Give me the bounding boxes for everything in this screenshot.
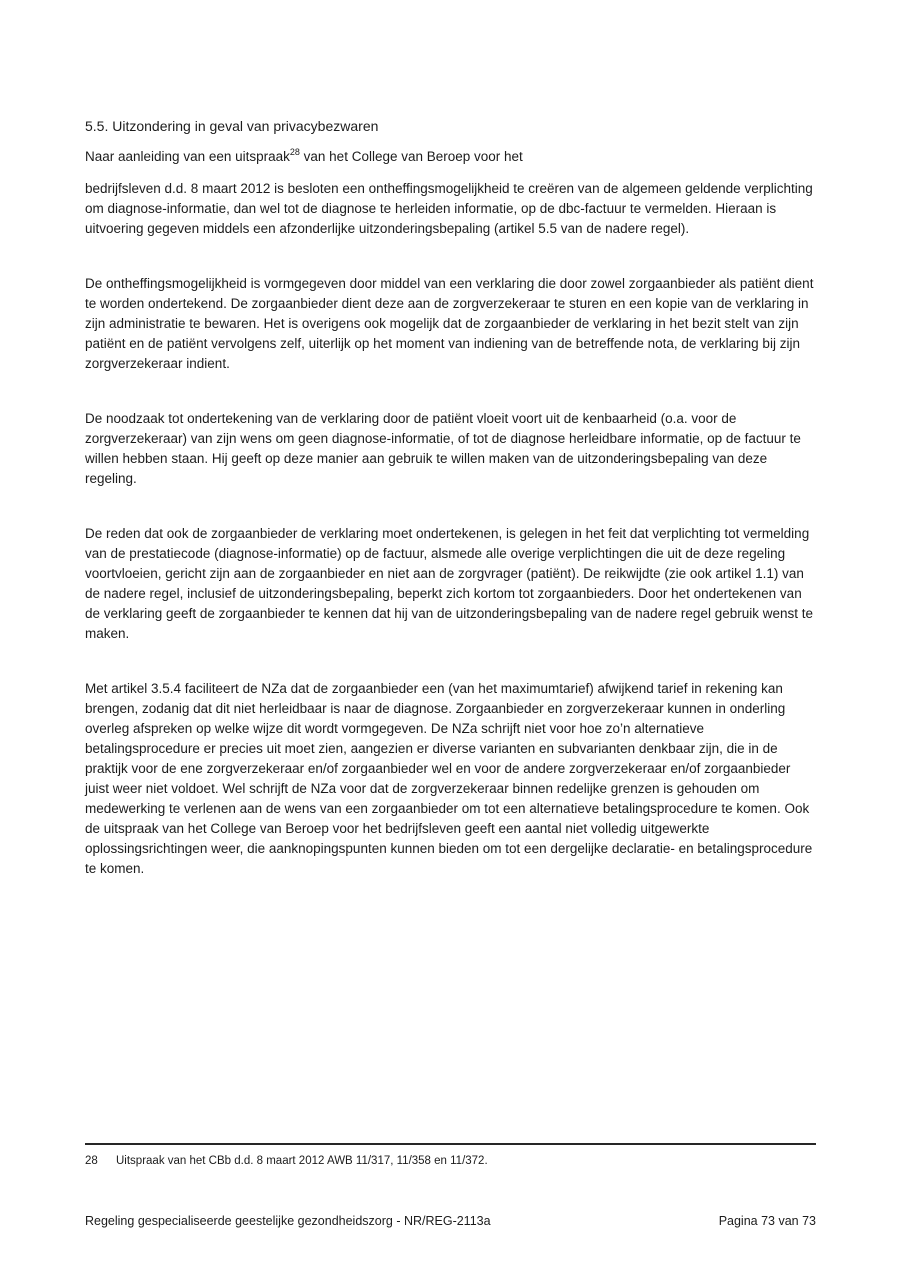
footer-page-number: Pagina 73 van 73 [718,1214,816,1228]
intro-text-before-footnote-ref: Naar aanleiding van een uitspraak [85,149,290,164]
paragraph: Met artikel 3.5.4 faciliteert de NZa dat de zorgaanbieder een (van het maximumtarief) afwijkend tarief in rekening kan brengen, zodanig dat dit niet herleidbaar is naar de diagnose. Zorgaanbieder en zorgverzekeraar kunnen in onderling overleg afspreken op welke wijze dit wordt vormgegeven. De NZa schrijft niet voor hoe zo’n alternatieve betalingsprocedure er precies uit moet zien, aangezien er diverse varianten en subvarianten denkbaar zijn, die in de praktijk voor de ene zorgverzekeraar en/of zorgaanbieder wel en voor de andere zorgverzekeraar en/of zorgaanbieder juist weer niet voldoet. Wel schrijft de NZa voor dat de zorgverzekeraar binnen redelijke grenzen is gehouden om medewerking te verlenen aan de wens van een zorgaanbieder om tot een alternatieve betalingsprocedure te komen. Ook de uitspraak van het College van Beroep voor het bedrijfsleven geeft een aantal niet volledig uitgewerkte oplossingsrichtingen weer, die aanknopingspunten kunnen bieden om tot een dergelijke declaratie- en betalingsprocedure te komen. [85,681,813,876]
footnote-divider [85,1143,816,1145]
paragraph: bedrijfsleven d.d. 8 maart 2012 is besloten een ontheffingsmogelijkheid te creëren van de algemeen geldende verplichting om diagnose-informatie, dan wel tot de diagnose te herleiden informatie, op de dbc-factuur te vermelden. Hieraan is uitvoering gegeven middels een afzonderlijke uitzonderingsbepaling (artikel 5.5 van de nadere regel). [85,181,813,236]
paragraph [85,147,816,167]
paragraph: De ontheffingsmogelijkheid is vormgegeven door middel van een verklaring die door zowel zorgaanbieder als patiënt dient te worden ondertekend. De zorgaanbieder dient deze aan de zorgverzekeraar te sturen en een kopie van de verklaring in zijn administratie te bewaren. Het is overigens ook mogelijk dat de zorgaanbieder de verklaring in het bezit stelt van zijn patiënt en de patiënt vervolgens zelf, uiterlijk op het moment van indiening van de betreffende nota, de verklaring bij zijn zorgverzekeraar indient. [85,276,814,371]
footnote-text: Uitspraak van het CBb d.d. 8 maart 2012 AWB 11/317, 11/358 en 11/372. [116,1155,488,1167]
intro-text-after-footnote-ref: van het College van Beroep voor het [299,149,523,164]
paragraph: De noodzaak tot ondertekening van de verklaring door de patiënt vloeit voort uit de kenbaarheid (o.a. voor de zorgverzekeraar) van zijn wens om geen diagnose-informatie, of tot de diagnose herleidbare informatie, op de factuur te willen hebben staan. Hij geeft op deze manier aan gebruik te willen maken van de uitzonderingsbepaling van deze regeling. [85,411,801,486]
document-body [85,116,816,914]
page-footer [85,1213,816,1229]
footnote-reference: 28 [289,146,300,157]
section-heading: 5.5. Uitzondering in geval van privacybezwaren [85,118,379,134]
footnote-number: 28 [85,1155,98,1167]
footnote [85,1154,816,1169]
paragraph: De reden dat ook de zorgaanbieder de verklaring moet ondertekenen, is gelegen in het feit dat verplichting tot vermelding van de prestatiecode (diagnose-informatie) op de factuur, alsmede alle overige verplichtingen die uit de deze regeling voortvloeien, gericht zijn aan de zorgaanbieder en niet aan de zorgvrager (patiënt). De reikwijdte (zie ook artikel 1.1) van de nadere regel, inclusief de uitzonderingsbepaling, beperkt zich kortom tot zorgaanbieders. Door het ondertekenen van de verklaring geeft de zorgaanbieder te kennen dat hij van de uitzonderingsbepaling van de nadere regel gebruik wenst te maken. [85,526,813,641]
footer-document-title: Regeling gespecialiseerde geestelijke gezondheidszorg - NR/REG-2113a [85,1214,491,1228]
